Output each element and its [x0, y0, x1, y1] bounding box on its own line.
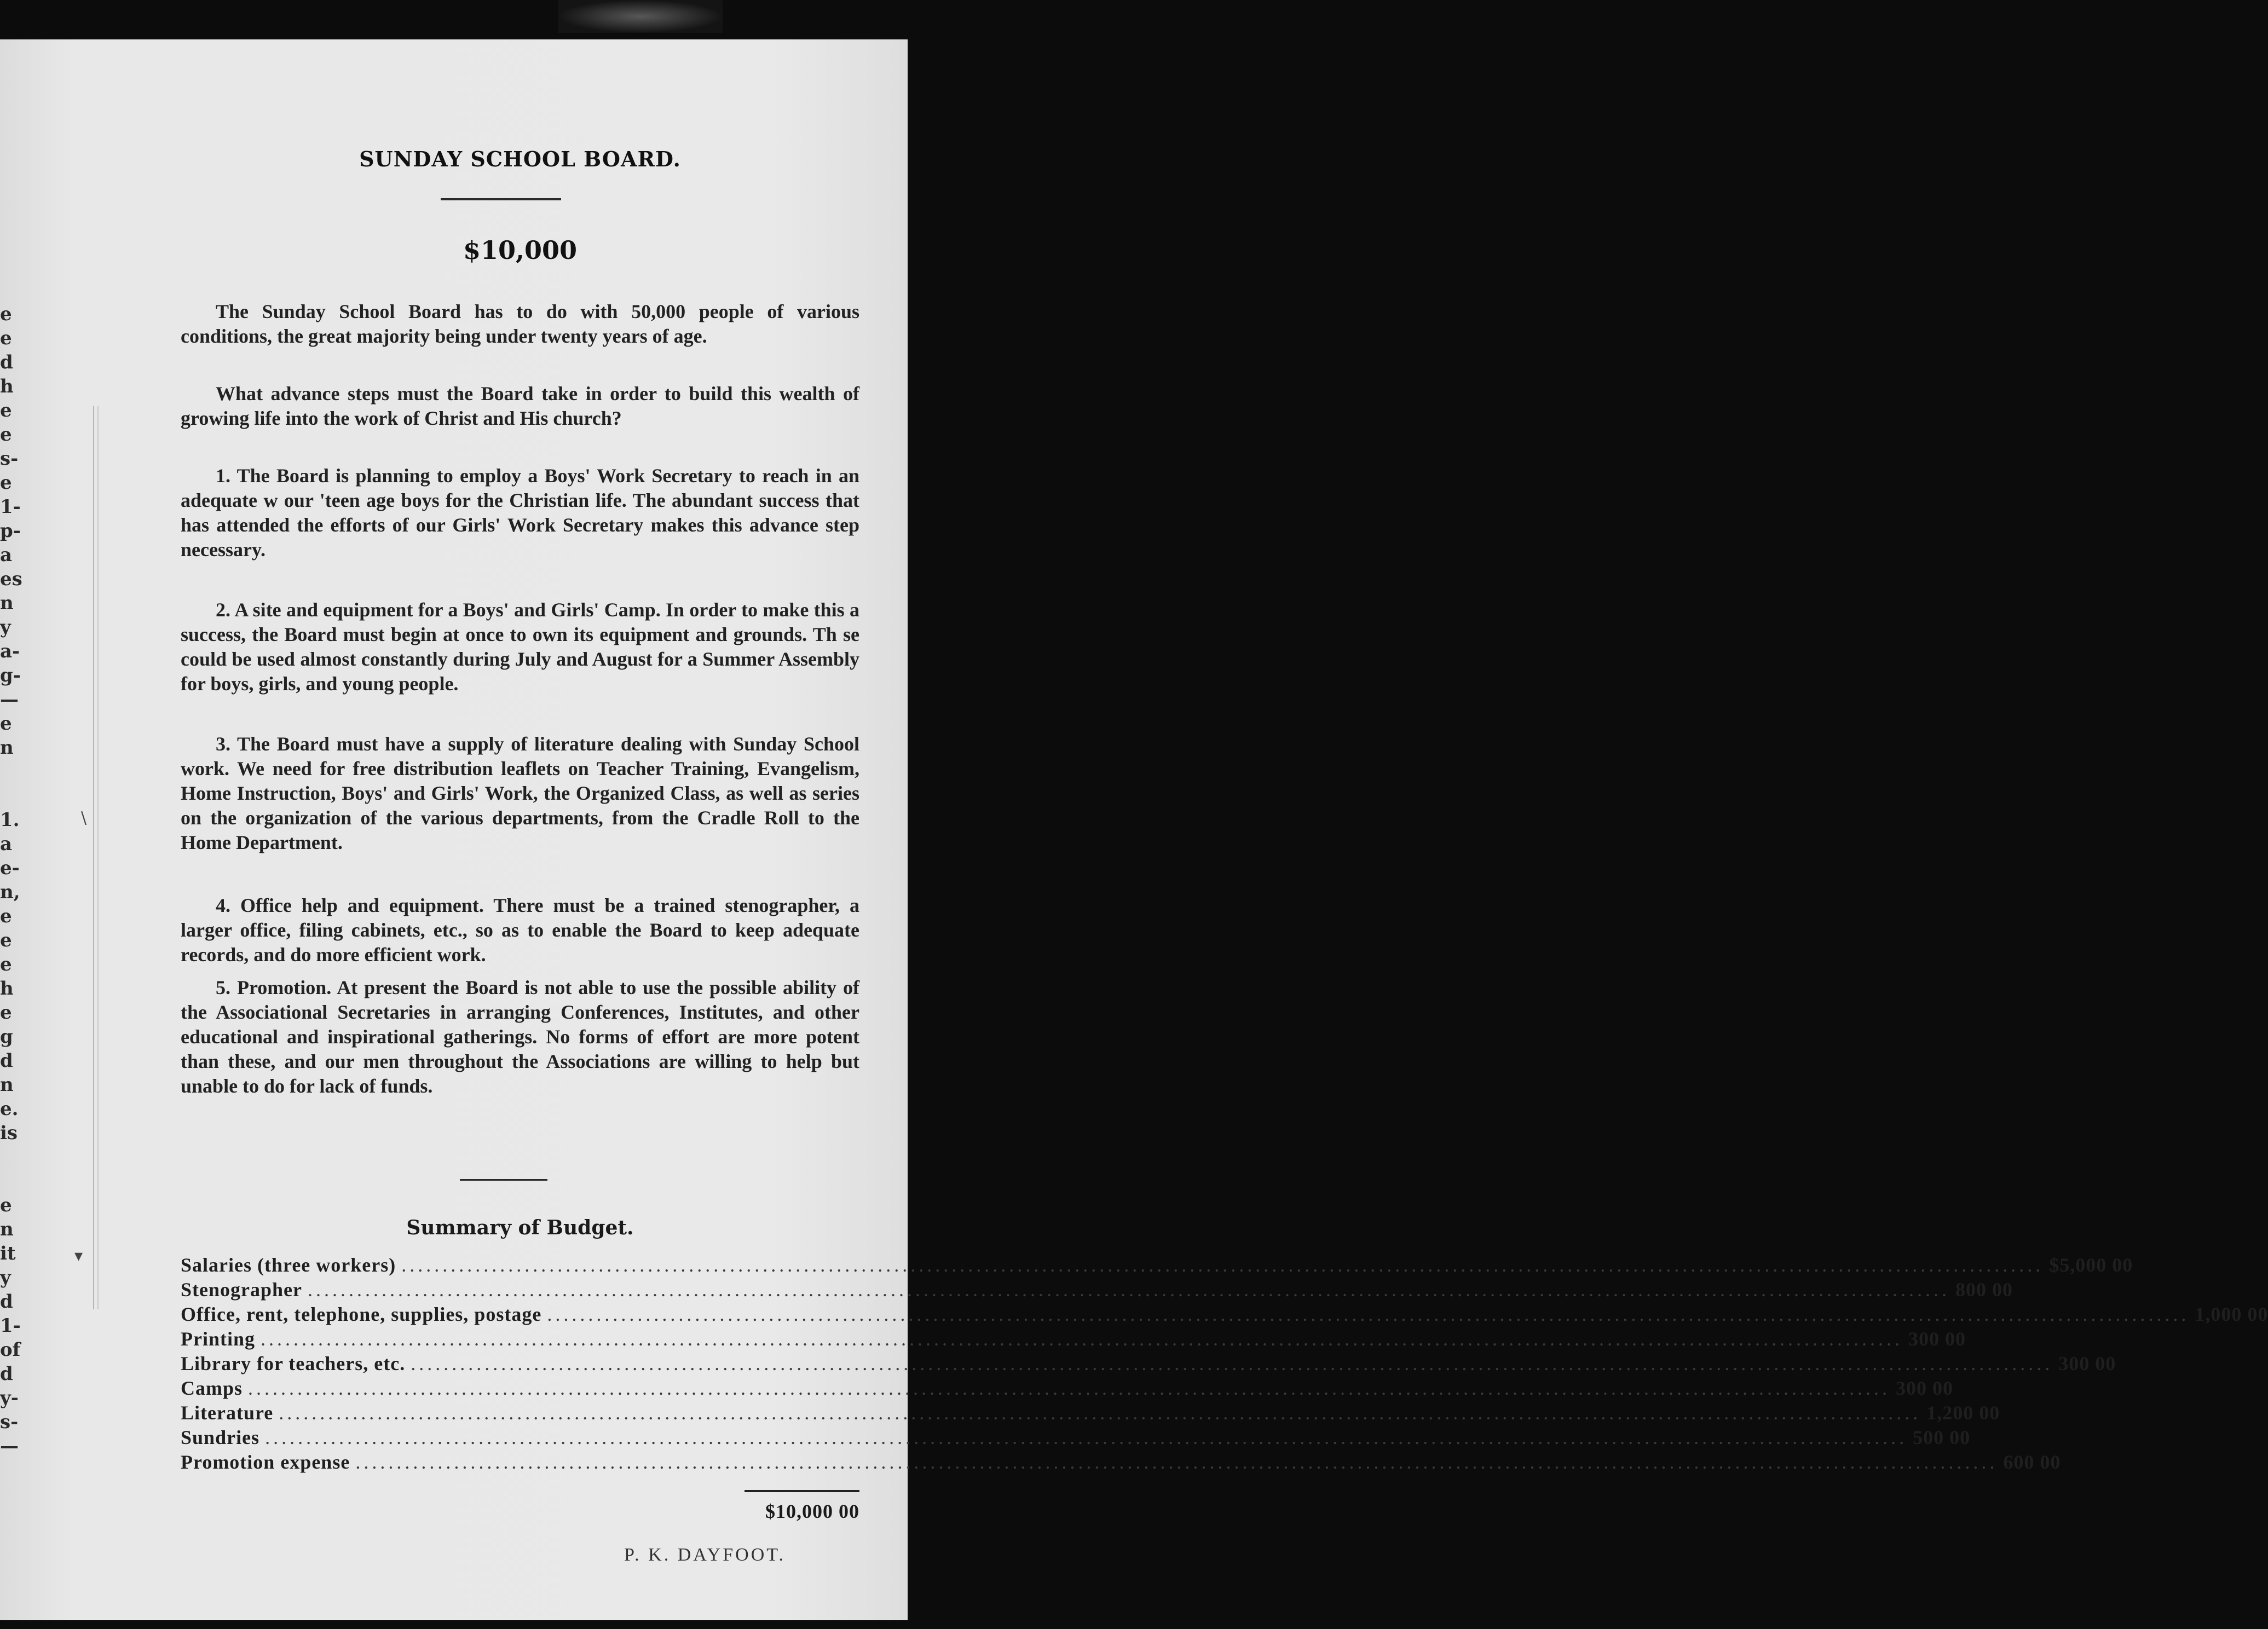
- budget-item-value: 600 00: [2003, 1451, 2061, 1473]
- budget-item-label: Stenographer: [181, 1279, 302, 1301]
- paragraph-item-3: 3. The Board must have a supply of literature dealing with Sunday School work. We need for free distribution leaflets on Teacher Training, Evangelism, Home Instruction, Boys' and Girls' Work, the Organized Class, as well as series on the organization of the various departments, from the Cradle Roll to the Home Department.: [181, 733, 859, 853]
- previous-page-fragments: [0, 302, 22, 1458]
- fragment-line: [0, 1169, 22, 1193]
- fragment-line: e: [0, 905, 12, 927]
- budget-item-label: Literature: [181, 1402, 274, 1424]
- fragment-line: d: [0, 1050, 13, 1072]
- fragment-line: e: [0, 929, 12, 951]
- fragment-line: e: [0, 1194, 12, 1216]
- fragment-line: y-: [0, 1387, 19, 1409]
- signature: P. K. DAYFOOT.: [624, 1545, 786, 1565]
- budget-row: [181, 1327, 1966, 1352]
- fragment-line: e: [0, 327, 12, 349]
- total-rule: [745, 1490, 859, 1492]
- fragment-line: n,: [0, 881, 20, 903]
- fragment-line: y: [0, 616, 11, 638]
- fragment-line: y: [0, 1267, 11, 1289]
- fragment-line: e: [0, 424, 12, 446]
- budget-row: [181, 1278, 2013, 1303]
- margin-mark-arrow: ▾: [74, 1246, 83, 1266]
- budget-item-value: 1,000 00: [2195, 1303, 2268, 1325]
- budget-row: [181, 1401, 2000, 1426]
- budget-summary-title: Summary of Budget.: [406, 1216, 634, 1239]
- budget-item-value: 300 00: [2058, 1353, 2116, 1374]
- fragment-line: [0, 784, 22, 808]
- fragment-line: s-: [0, 448, 19, 470]
- fragment-line: e: [0, 472, 12, 494]
- budget-item-value: 300 00: [1896, 1377, 1954, 1399]
- budget-total: $10,000 00: [765, 1500, 859, 1522]
- budget-item-label: Office, rent, telephone, supplies, postage: [181, 1303, 542, 1325]
- fragment-line: e: [0, 303, 12, 325]
- paragraph-item-2: 2. A site and equipment for a Boys' and Girls' Camp. In order to make this a success, the Board must begin at once to own its equipment and grounds. Th se could be used almost constantly during July and August for a Summer Assembly for boys, girls, and young people.: [181, 599, 859, 695]
- leader-dots: ........................................................................................................................................................................................................: [308, 1279, 1950, 1301]
- fragment-line: e: [0, 954, 12, 975]
- fragment-line: [0, 1145, 22, 1169]
- page-title: SUNDAY SCHOOL BOARD.: [359, 147, 681, 171]
- margin-binding-line: [93, 406, 99, 1309]
- fragment-line: e-: [0, 857, 20, 879]
- budget-row: [181, 1303, 2268, 1327]
- budget-row: [181, 1426, 1971, 1451]
- paragraph-item-4: 4. Office help and equipment. There must be a trained stenographer, a larger office, filing cabinets, etc., so as to enable the Board to keep adequate records, and do more efficient work.: [181, 894, 859, 966]
- fragment-line: n: [0, 1218, 14, 1240]
- leader-dots: ........................................................................................................................................................................................................: [261, 1328, 1903, 1350]
- document-page: [0, 39, 2268, 1620]
- budget-item-value: 500 00: [1913, 1426, 1971, 1448]
- fragment-line: s-: [0, 1411, 19, 1433]
- fragment-line: a-: [0, 640, 20, 662]
- leader-dots: ........................................................................................................................................................................................................: [401, 1254, 2044, 1276]
- budget-item-value: 800 00: [1955, 1279, 2013, 1301]
- fragment-line: is: [0, 1122, 18, 1144]
- fragment-line: it: [0, 1243, 16, 1264]
- fragment-line: e.: [0, 1098, 19, 1120]
- fragment-line: —: [0, 689, 19, 710]
- fragment-line: —: [0, 1435, 19, 1457]
- budget-row: [181, 1352, 2116, 1377]
- fragment-line: e: [0, 1002, 12, 1024]
- paragraph-item-5: 5. Promotion. At present the Board is not able to use the possible ability of the Associational Secretaries in arranging Conferences, Institutes, and other educational and inspirational gatherings. No forms of effort are more potent than these, and our men throughout the Associations are willing to help but unable to do for lack of funds.: [181, 977, 859, 1097]
- paragraph-intro: The Sunday School Board has to do with 50,000 people of various conditions, the great majority being under twenty years of age.: [181, 301, 859, 347]
- budget-item-value: 300 00: [1908, 1328, 1966, 1350]
- fragment-line: es: [0, 568, 22, 590]
- budget-row: [181, 1451, 2061, 1475]
- section-divider: [460, 1179, 547, 1181]
- title-divider: [441, 198, 561, 200]
- amount-heading: $10,000: [463, 235, 578, 265]
- fragment-line: g: [0, 1026, 13, 1048]
- fragment-line: a: [0, 833, 13, 855]
- fragment-line: p-: [0, 520, 21, 542]
- paragraph-question: What advance steps must the Board take in order to build this wealth of growing life into the work of Christ and His church?: [181, 383, 859, 429]
- fragment-line: e: [0, 713, 12, 735]
- fragment-line: d: [0, 1291, 13, 1313]
- budget-row: [181, 1253, 2133, 1278]
- margin-mark: \: [81, 808, 87, 828]
- fragment-line: d: [0, 1363, 13, 1385]
- paragraph-item-1: 1. The Board is planning to employ a Boys' Work Secretary to reach in an adequate w our 'teen age boys for the Christian life. The abundant success that has attended the efforts of our Girls' Work Secretary makes this advance step necessary.: [181, 465, 859, 561]
- fragment-line: of: [0, 1339, 21, 1361]
- fragment-line: n: [0, 592, 14, 614]
- fragment-line: n: [0, 1074, 14, 1096]
- leader-dots: ........................................................................................................................................................................................................: [411, 1353, 2053, 1374]
- leader-dots: ........................................................................................................................................................................................................: [355, 1451, 1998, 1473]
- budget-item-value: 1,200 00: [1926, 1402, 2000, 1424]
- fragment-line: [0, 760, 22, 784]
- budget-item-label: Salaries (three workers): [181, 1254, 396, 1276]
- leader-dots: ........................................................................................................................................................................................................: [547, 1303, 2190, 1325]
- scan-glare: [558, 0, 723, 33]
- budget-item-label: Library for teachers, etc.: [181, 1353, 406, 1374]
- fragment-line: e: [0, 400, 12, 421]
- leader-dots: ........................................................................................................................................................................................................: [248, 1377, 1891, 1399]
- fragment-line: a: [0, 544, 13, 566]
- fragment-line: n: [0, 737, 14, 759]
- fragment-line: h: [0, 978, 14, 1000]
- budget-item-value: $5,000 00: [2049, 1254, 2133, 1276]
- fragment-line: h: [0, 376, 14, 397]
- fragment-line: 1.: [0, 809, 20, 831]
- fragment-line: 1-: [0, 496, 21, 518]
- budget-table: [181, 1253, 2268, 1475]
- budget-row: [181, 1377, 1954, 1401]
- budget-item-label: Sundries: [181, 1426, 260, 1448]
- leader-dots: ........................................................................................................................................................................................................: [265, 1426, 1908, 1448]
- budget-item-label: Printing: [181, 1328, 256, 1350]
- fragment-line: d: [0, 351, 13, 373]
- budget-item-label: Camps: [181, 1377, 243, 1399]
- leader-dots: ........................................................................................................................................................................................................: [279, 1402, 1921, 1424]
- fragment-line: 1-: [0, 1315, 21, 1337]
- fragment-line: g-: [0, 665, 21, 686]
- budget-item-label: Promotion expense: [181, 1451, 350, 1473]
